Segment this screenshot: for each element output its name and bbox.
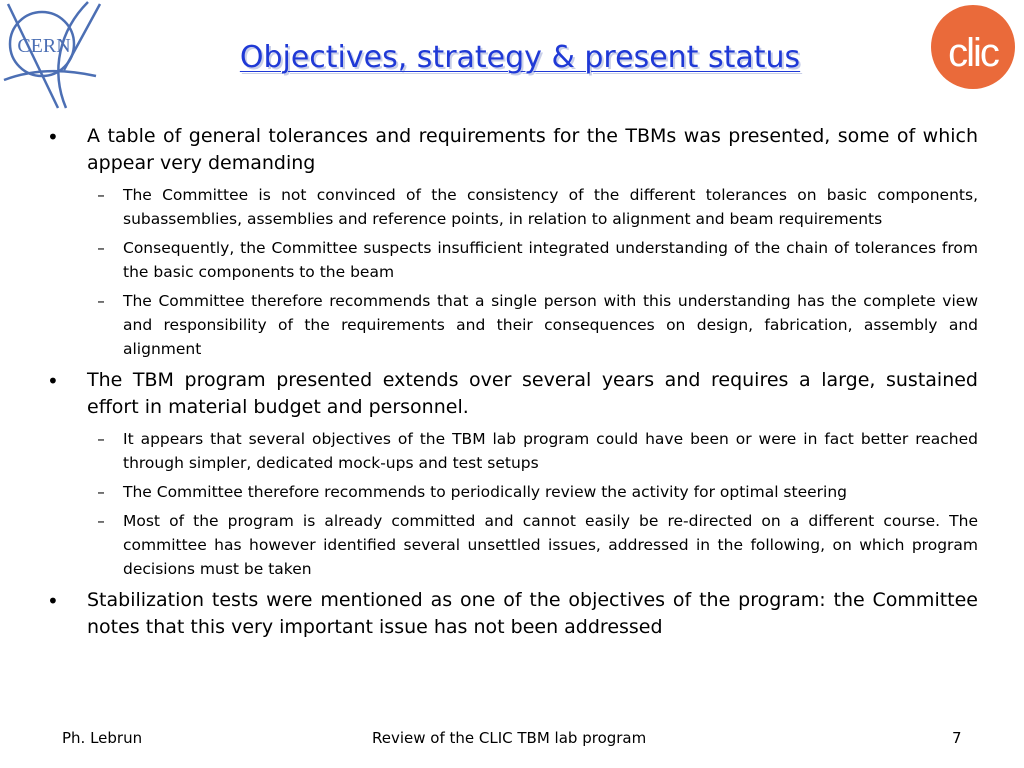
footer-page-number: 7 — [952, 729, 962, 747]
dash-symbol: – — [97, 292, 105, 310]
sub-item — [85, 509, 978, 581]
sub-item-text: The Committee therefore recommends that a single person with this understanding has the complete view and responsibility of the requirements and their consequences on design, fabrication, assembly and alignment — [123, 292, 978, 358]
bullet-text: A table of general tolerances and requirements for the TBMs was presented, some of which appear very demanding — [87, 125, 978, 174]
sub-item-text: Consequently, the Committee suspects insufficient integrated understanding of the chain of tolerances from the basic components to the beam — [123, 239, 978, 281]
dash-symbol: – — [97, 430, 105, 448]
dash-symbol: – — [97, 512, 105, 530]
sub-item-text: Most of the program is already committed and cannot easily be re-directed on a different course. The committee has however identified several unsettled issues, addressed in the following, on which program decisions must be taken — [123, 512, 978, 578]
bullet-item — [45, 587, 978, 641]
cern-logo-text: CERN — [17, 35, 71, 57]
bullet-symbol: • — [47, 369, 59, 393]
sub-item-text: The Committee is not convinced of the consistency of the different tolerances on basic components, subassemblies, assemblies and reference points, in relation to alignment and beam requirements — [123, 186, 978, 228]
cern-logo — [0, 0, 110, 110]
sub-item-text: It appears that several objectives of the TBM lab program could have been or were in fact better reached through simpler, dedicated mock-ups and test setups — [123, 430, 978, 472]
dash-symbol: – — [97, 239, 105, 257]
bullet-text: Stabilization tests were mentioned as one of the objectives of the program: the Committee notes that this very important issue has not been addressed — [87, 589, 978, 638]
slide-content — [45, 123, 978, 647]
footer-author: Ph. Lebrun — [62, 729, 143, 747]
clic-logo — [930, 4, 1016, 90]
sub-item-text: The Committee therefore recommends to periodically review the activity for optimal steering — [123, 483, 847, 501]
clic-logo-text: clic — [948, 31, 998, 75]
footer-title: Review of the CLIC TBM lab program — [372, 729, 647, 747]
bullet-text: The TBM program presented extends over several years and requires a large, sustained effort in material budget and personnel. — [87, 369, 978, 418]
sub-item — [85, 289, 978, 361]
bullet-item — [45, 367, 978, 421]
dash-symbol: – — [97, 483, 105, 501]
sub-item — [85, 183, 978, 231]
bullet-symbol: • — [47, 125, 59, 149]
bullet-symbol: • — [47, 589, 59, 613]
sub-item — [85, 236, 978, 284]
sub-item — [85, 480, 978, 504]
sub-item — [85, 427, 978, 475]
bullet-item — [45, 123, 978, 177]
dash-symbol: – — [97, 186, 105, 204]
sub-list — [85, 427, 978, 581]
slide-title: Objectives, strategy & present status — [239, 40, 801, 75]
sub-list — [85, 183, 978, 361]
